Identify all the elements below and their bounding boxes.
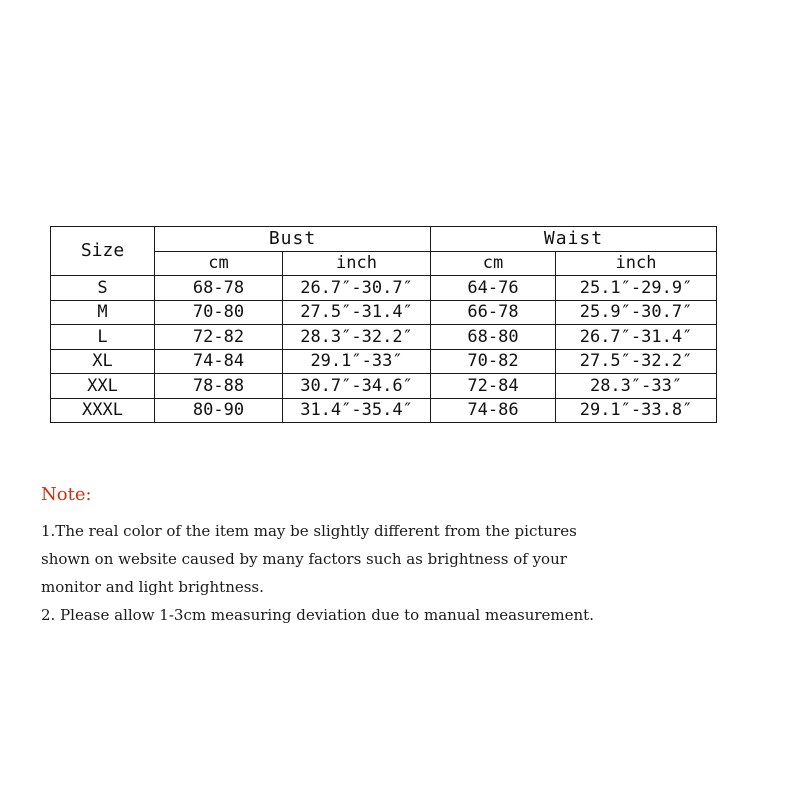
table-row xyxy=(51,398,717,423)
size-chart-table xyxy=(50,226,717,423)
waist-cm-cell: 70-82 xyxy=(431,349,556,374)
size-cell: XXL xyxy=(51,374,155,399)
table-row xyxy=(51,300,717,325)
bust-inch-cell: 26.7″-30.7″ xyxy=(283,276,431,301)
bust-cm-header: cm xyxy=(155,251,283,276)
bust-inch-cell: 27.5″-31.4″ xyxy=(283,300,431,325)
bust-cm-cell: 78-88 xyxy=(155,374,283,399)
bust-inch-cell: 28.3″-32.2″ xyxy=(283,325,431,350)
size-cell: S xyxy=(51,276,155,301)
note-line: monitor and light brightness. xyxy=(41,578,264,596)
bust-inch-cell: 29.1″-33″ xyxy=(283,349,431,374)
bust-cm-cell: 80-90 xyxy=(155,398,283,423)
bust-inch-cell: 30.7″-34.6″ xyxy=(283,374,431,399)
bust-cm-cell: 68-78 xyxy=(155,276,283,301)
table-row xyxy=(51,325,717,350)
bust-inch-header: inch xyxy=(283,251,431,276)
waist-cm-cell: 64-76 xyxy=(431,276,556,301)
waist-inch-cell: 29.1″-33.8″ xyxy=(556,398,717,423)
size-cell: XL xyxy=(51,349,155,374)
waist-cm-cell: 68-80 xyxy=(431,325,556,350)
size-column-header: Size xyxy=(51,227,155,276)
waist-inch-header: inch xyxy=(556,251,717,276)
note-line: 2. Please allow 1-3cm measuring deviation due to manual measurement. xyxy=(41,606,594,624)
waist-cm-header: cm xyxy=(431,251,556,276)
waist-inch-cell: 25.1″-29.9″ xyxy=(556,276,717,301)
note-line: 1.The real color of the item may be slightly different from the pictures xyxy=(41,522,577,540)
table-row xyxy=(51,374,717,399)
bust-cm-cell: 70-80 xyxy=(155,300,283,325)
waist-group-header: Waist xyxy=(431,227,717,252)
note-title: Note: xyxy=(41,484,92,505)
size-cell: XXXL xyxy=(51,398,155,423)
waist-cm-cell: 66-78 xyxy=(431,300,556,325)
waist-cm-cell: 74-86 xyxy=(431,398,556,423)
waist-inch-cell: 27.5″-32.2″ xyxy=(556,349,717,374)
bust-cm-cell: 74-84 xyxy=(155,349,283,374)
bust-inch-cell: 31.4″-35.4″ xyxy=(283,398,431,423)
bust-cm-cell: 72-82 xyxy=(155,325,283,350)
table-header-row-groups xyxy=(51,227,717,252)
waist-inch-cell: 25.9″-30.7″ xyxy=(556,300,717,325)
note-section xyxy=(41,483,761,629)
table-row xyxy=(51,349,717,374)
waist-inch-cell: 28.3″-33″ xyxy=(556,374,717,399)
size-cell: L xyxy=(51,325,155,350)
waist-cm-cell: 72-84 xyxy=(431,374,556,399)
bust-group-header: Bust xyxy=(155,227,431,252)
table-row xyxy=(51,276,717,301)
size-cell: M xyxy=(51,300,155,325)
waist-inch-cell: 26.7″-31.4″ xyxy=(556,325,717,350)
note-line: shown on website caused by many factors such as brightness of your xyxy=(41,550,567,568)
